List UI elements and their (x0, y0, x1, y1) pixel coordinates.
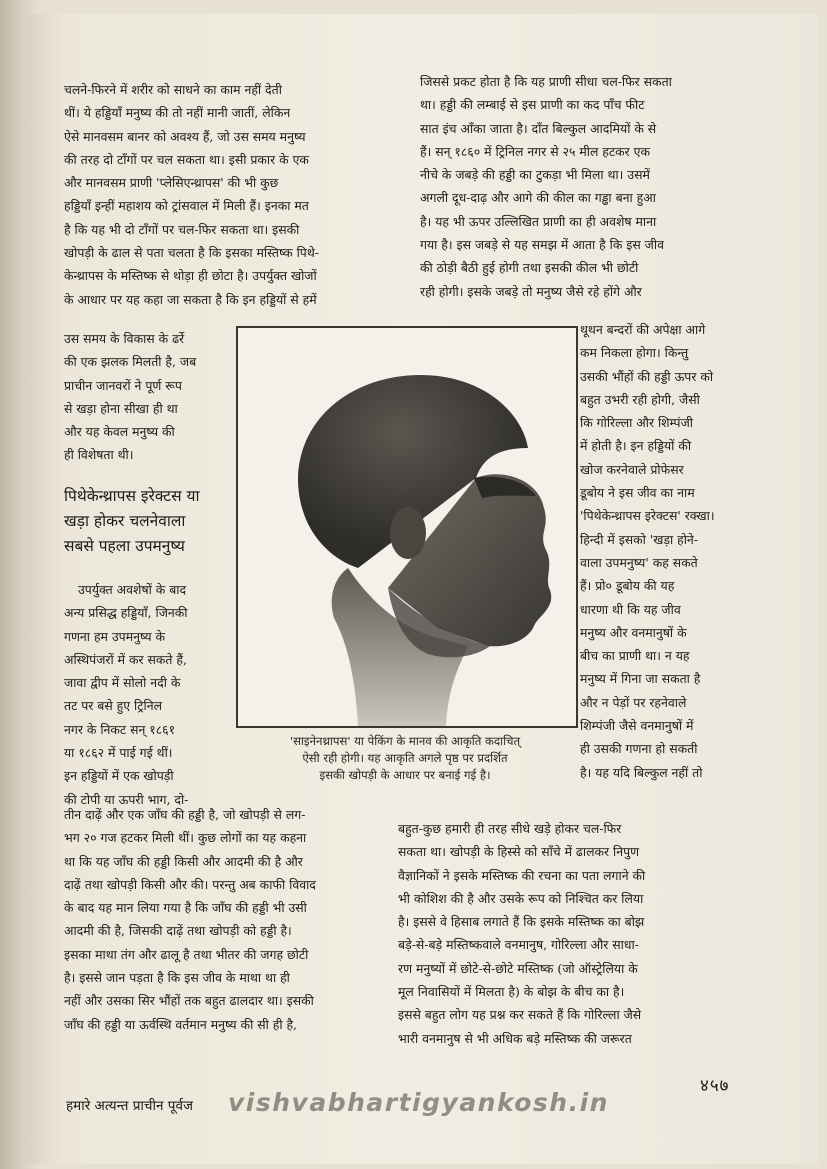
text-line: है कि यह भी दो टाँगों पर चल-फिर सकता था। इसकी (64, 221, 300, 237)
text-line: है। यह यदि बिल्कुल नहीं तो (580, 764, 703, 780)
text-line: 'पिथेकेन्थ्रापस इरेक्टस' रक्खा। (580, 508, 715, 524)
text-line: चलने-फिरने में शरीर को साधने का काम नहीं देती (64, 82, 282, 97)
right-column-mid-text (580, 318, 780, 784)
text-line: और यह केवल मनुष्य की (64, 424, 175, 440)
subheading-line: सबसे पहला उपमनुष्य (64, 537, 185, 555)
text-line: आदमी की है, जिसकी दाढ़ें तथा खोपड़ी को हड्डी है। (64, 923, 292, 939)
text-line: रण मनुष्यों में छोटे-से-छोटे मस्तिष्क (जो ऑस्ट्रेलिया के (398, 960, 638, 976)
text-line: थीं। ये हड्डियाँ मनुष्य की तो नहीं मानी जातीं, लेकिन (64, 105, 291, 121)
text-line: वैज्ञानिकों ने इसके मस्तिष्क की रचना का पता लगाने की (398, 867, 646, 883)
text-line: कि गोरिल्ला और शिम्पंजी (580, 415, 693, 431)
text-line: डूबोय ने इस जीव का नाम (580, 485, 695, 501)
text-line: है। इससे वे हिसाब लगाते हैं कि इसके मस्तिष्क का बोझ (398, 914, 645, 930)
text-line: शिम्पंजी जैसे वनमानुषों में (580, 718, 694, 734)
text-line: इसका माथा तंग और ढालू है तथा भीतर की जगह छोटी (64, 946, 309, 962)
text-line: कम निकला होगा। किन्तु (580, 345, 689, 361)
hominid-head-illustration (238, 328, 576, 726)
hominid-head-figure (236, 326, 578, 728)
text-line: रही होगी। इसके जबड़े तो मनुष्य जैसे रहे होंगे और (420, 283, 642, 299)
text-line: मनुष्य में गिना जा सकता है (580, 671, 701, 687)
text-line: अगली दूध-दाढ़ और आगे की कील का गड्ढा बना हुआ (420, 190, 656, 206)
text-line: भी कोशिश की है और उसके रूप को निश्चित कर लिया (398, 890, 644, 906)
text-line: की तरह दो टाँगों पर चल सकता था। इसी प्रकार के एक (64, 151, 309, 167)
text-line: तट पर बसे हुए ट्रिनिल (64, 698, 162, 714)
text-line: भग २० गज हटकर मिली थीं। कुछ लोगों का यह कहना (64, 830, 307, 846)
text-line: अस्थिपंजरों में कर सकते हैं, (64, 651, 187, 667)
text-line: के आधार पर यह कहा जा सकता है कि इन हड्डियों से हमें (64, 291, 317, 307)
text-line: मनुष्य और वनमानुषों के (580, 624, 687, 640)
text-line: गणना हम उपमनुष्य के (64, 628, 166, 644)
caption-line: इसकी खोपड़ी के आधार पर बनाई गई है। (319, 768, 491, 782)
text-line: वाला उपमनुष्य' कह सकते (580, 554, 698, 570)
text-line: सात इंच आँका जाता है। दाँत बिल्कुल आदमियों के से (420, 120, 657, 136)
page-binding-shadow (0, 0, 40, 1169)
text-line: जिससे प्रकट होता है कि यह प्राणी सीधा चल-फिर सकता (420, 74, 672, 89)
figure-caption (240, 733, 570, 784)
right-column-top-text (420, 70, 780, 303)
text-line: है। यह भी ऊपर उल्लिखित प्राणी का ही अवशेष माना (420, 213, 657, 229)
text-line: इससे बहुत लोग यह प्रश्न कर सकते हैं कि गोरिल्ला जैसे (398, 1007, 642, 1023)
text-line: मूल निवासियों में मिलता है) के बोझ के बीच का है। (398, 984, 625, 1000)
text-line: अन्य प्रसिद्ध हड्डियाँ, जिनकी (64, 605, 188, 621)
text-line: भारी वनमानुष से भी अधिक बड़े मस्तिष्क की जरूरत (398, 1030, 632, 1046)
caption-line: ऐसी रही होगी। यह आकृति अगले पृष्ठ पर प्रदर्शित (302, 751, 508, 765)
text-line: सकता था। खोपड़ी के हिस्से को साँचे में ढालकर निपुण (398, 844, 640, 860)
text-line: बड़े-से-बड़े मस्तिष्कवाले वनमानुष, गोरिल्ला और साधा- (398, 937, 639, 953)
text-line: नगर के निकट सन् १८६१ (64, 721, 176, 737)
text-line: था। हड्डी की लम्बाई से इस प्राणी का कद पाँच फीट (420, 97, 645, 113)
text-line: ही उसकी गणना हो सकती (580, 741, 698, 757)
text-line: की एक झलक मिलती है, जब (64, 354, 197, 370)
text-line: बहुत-कुछ हमारी ही तरह सीधे खड़े होकर चल-फिर (398, 821, 622, 836)
text-line: उस समय के विकास के ढर्रे (64, 331, 185, 346)
text-line: हड्डियाँ इन्हीं महाशय को ट्रांसवाल में मिली हैं। इनका मत (64, 198, 309, 214)
text-line: दाढ़ें तथा खोपड़ी किसी और की। परन्तु अब काफी विवाद (64, 876, 316, 892)
text-line: तीन दाढ़ें और एक जाँघ की हड्डी है, जो खोपड़ी से लग- (64, 807, 306, 822)
text-line: की टोपी या ऊपरी भाग, दो- (64, 791, 189, 807)
text-line: केन्थ्रापस के मस्तिष्क से थोड़ा ही छोटा है। उपर्युक्त खोजों (64, 268, 317, 284)
left-column-mid-text (64, 327, 227, 467)
text-line: की ठोड़ी बैठी हुई होगी तथा इसकी कील भी छोटी (420, 260, 639, 276)
text-line: इन हड्डियों में एक खोपड़ी (64, 768, 174, 784)
text-line: बीच का प्राणी था। न यह (580, 648, 690, 664)
running-footer-title: हमारे अत्यन्त प्राचीन पूर्वज (66, 1098, 193, 1114)
text-line: खोपड़ी के ढाल से पता चलता है कि इसका मस्तिष्क पिथे- (64, 245, 319, 261)
text-line: नहीं और उसका सिर भौंहों तक बहुत ढालदार था। इसकी (64, 993, 314, 1009)
text-line: बहुत उभरी रही होगी, जैसी (580, 391, 700, 407)
text-line: गया है। इस जबड़े से यह समझ में आता है कि इस जीव (420, 237, 664, 253)
subheading-line: खड़ा होकर चलनेवाला (64, 512, 186, 530)
text-line: खोज करनेवाले प्रोफेसर (580, 461, 684, 477)
subheading-line: पिथेकेन्थ्रापस इरेक्टस या (64, 487, 200, 505)
text-line: धारणा थी कि यह जीव (580, 601, 681, 617)
section-subheading (64, 484, 234, 559)
site-watermark: vishvabhartigyankosh.in (228, 1088, 609, 1117)
text-line: प्राचीन जानवरों ने पूर्ण रूप (64, 377, 182, 393)
text-line: हिन्दी में इसको 'खड़ा होने- (580, 531, 698, 547)
caption-line: 'साइनेनथ्रापस' या पेकिंग के मानव की आकृति कदाचित् (289, 734, 521, 748)
text-line: जाँघ की हड्डी या ऊर्वस्थि वर्तमान मनुष्य की सी ही है, (64, 1016, 297, 1032)
left-column-low-text (64, 578, 227, 811)
text-line: उसकी भौंहों की हड्डी ऊपर को (580, 368, 714, 384)
right-column-bottom-text (398, 817, 782, 1050)
text-line: थूथन बन्दरों की अपेक्षा आगे (580, 322, 706, 337)
text-line: से खड़ा होना सीखा ही था (64, 400, 178, 416)
left-column-bottom-text (64, 803, 384, 1036)
text-line: ऐसे मानवसम बानर को अवश्य हैं, जो उस समय मनुष्य (64, 128, 306, 144)
text-line: के बाद यह मान लिया गया है कि जाँघ की हड्डी भी उसी (64, 900, 307, 916)
text-line: है। इससे जान पड़ता है कि इस जीव के माथा था ही (64, 970, 290, 986)
left-column-top-text (64, 78, 399, 311)
page-number: ४५७ (700, 1076, 730, 1096)
text-line: ही विशेषता थी। (64, 447, 134, 463)
text-line: था कि यह जाँघ की हड्डी किसी और आदमी की है और (64, 853, 303, 869)
text-line: या १८६२ में पाई गई थीं। (64, 745, 173, 761)
text-line: हैं। प्रो० डूबोय की यह (580, 578, 675, 594)
text-line: जावा द्वीप में सोलो नदी के (64, 675, 181, 691)
text-line: नीचे के जबड़े की हड्डी का टुकड़ा भी मिला था। उसमें (420, 167, 650, 183)
text-line: में होती है। इन हड्डियों की (580, 438, 692, 454)
text-line: हैं। सन् १८६० में ट्रिनिल नगर से २५ मील हटकर एक (420, 143, 651, 159)
text-line: और न पेड़ों पर रहनेवाले (580, 694, 687, 710)
text-line: उपर्युक्त अवशेषों के बाद (78, 582, 187, 597)
text-line: और मानवसम प्राणी 'प्लेसिएन्थ्रापस' की भी कुछ (64, 175, 279, 191)
